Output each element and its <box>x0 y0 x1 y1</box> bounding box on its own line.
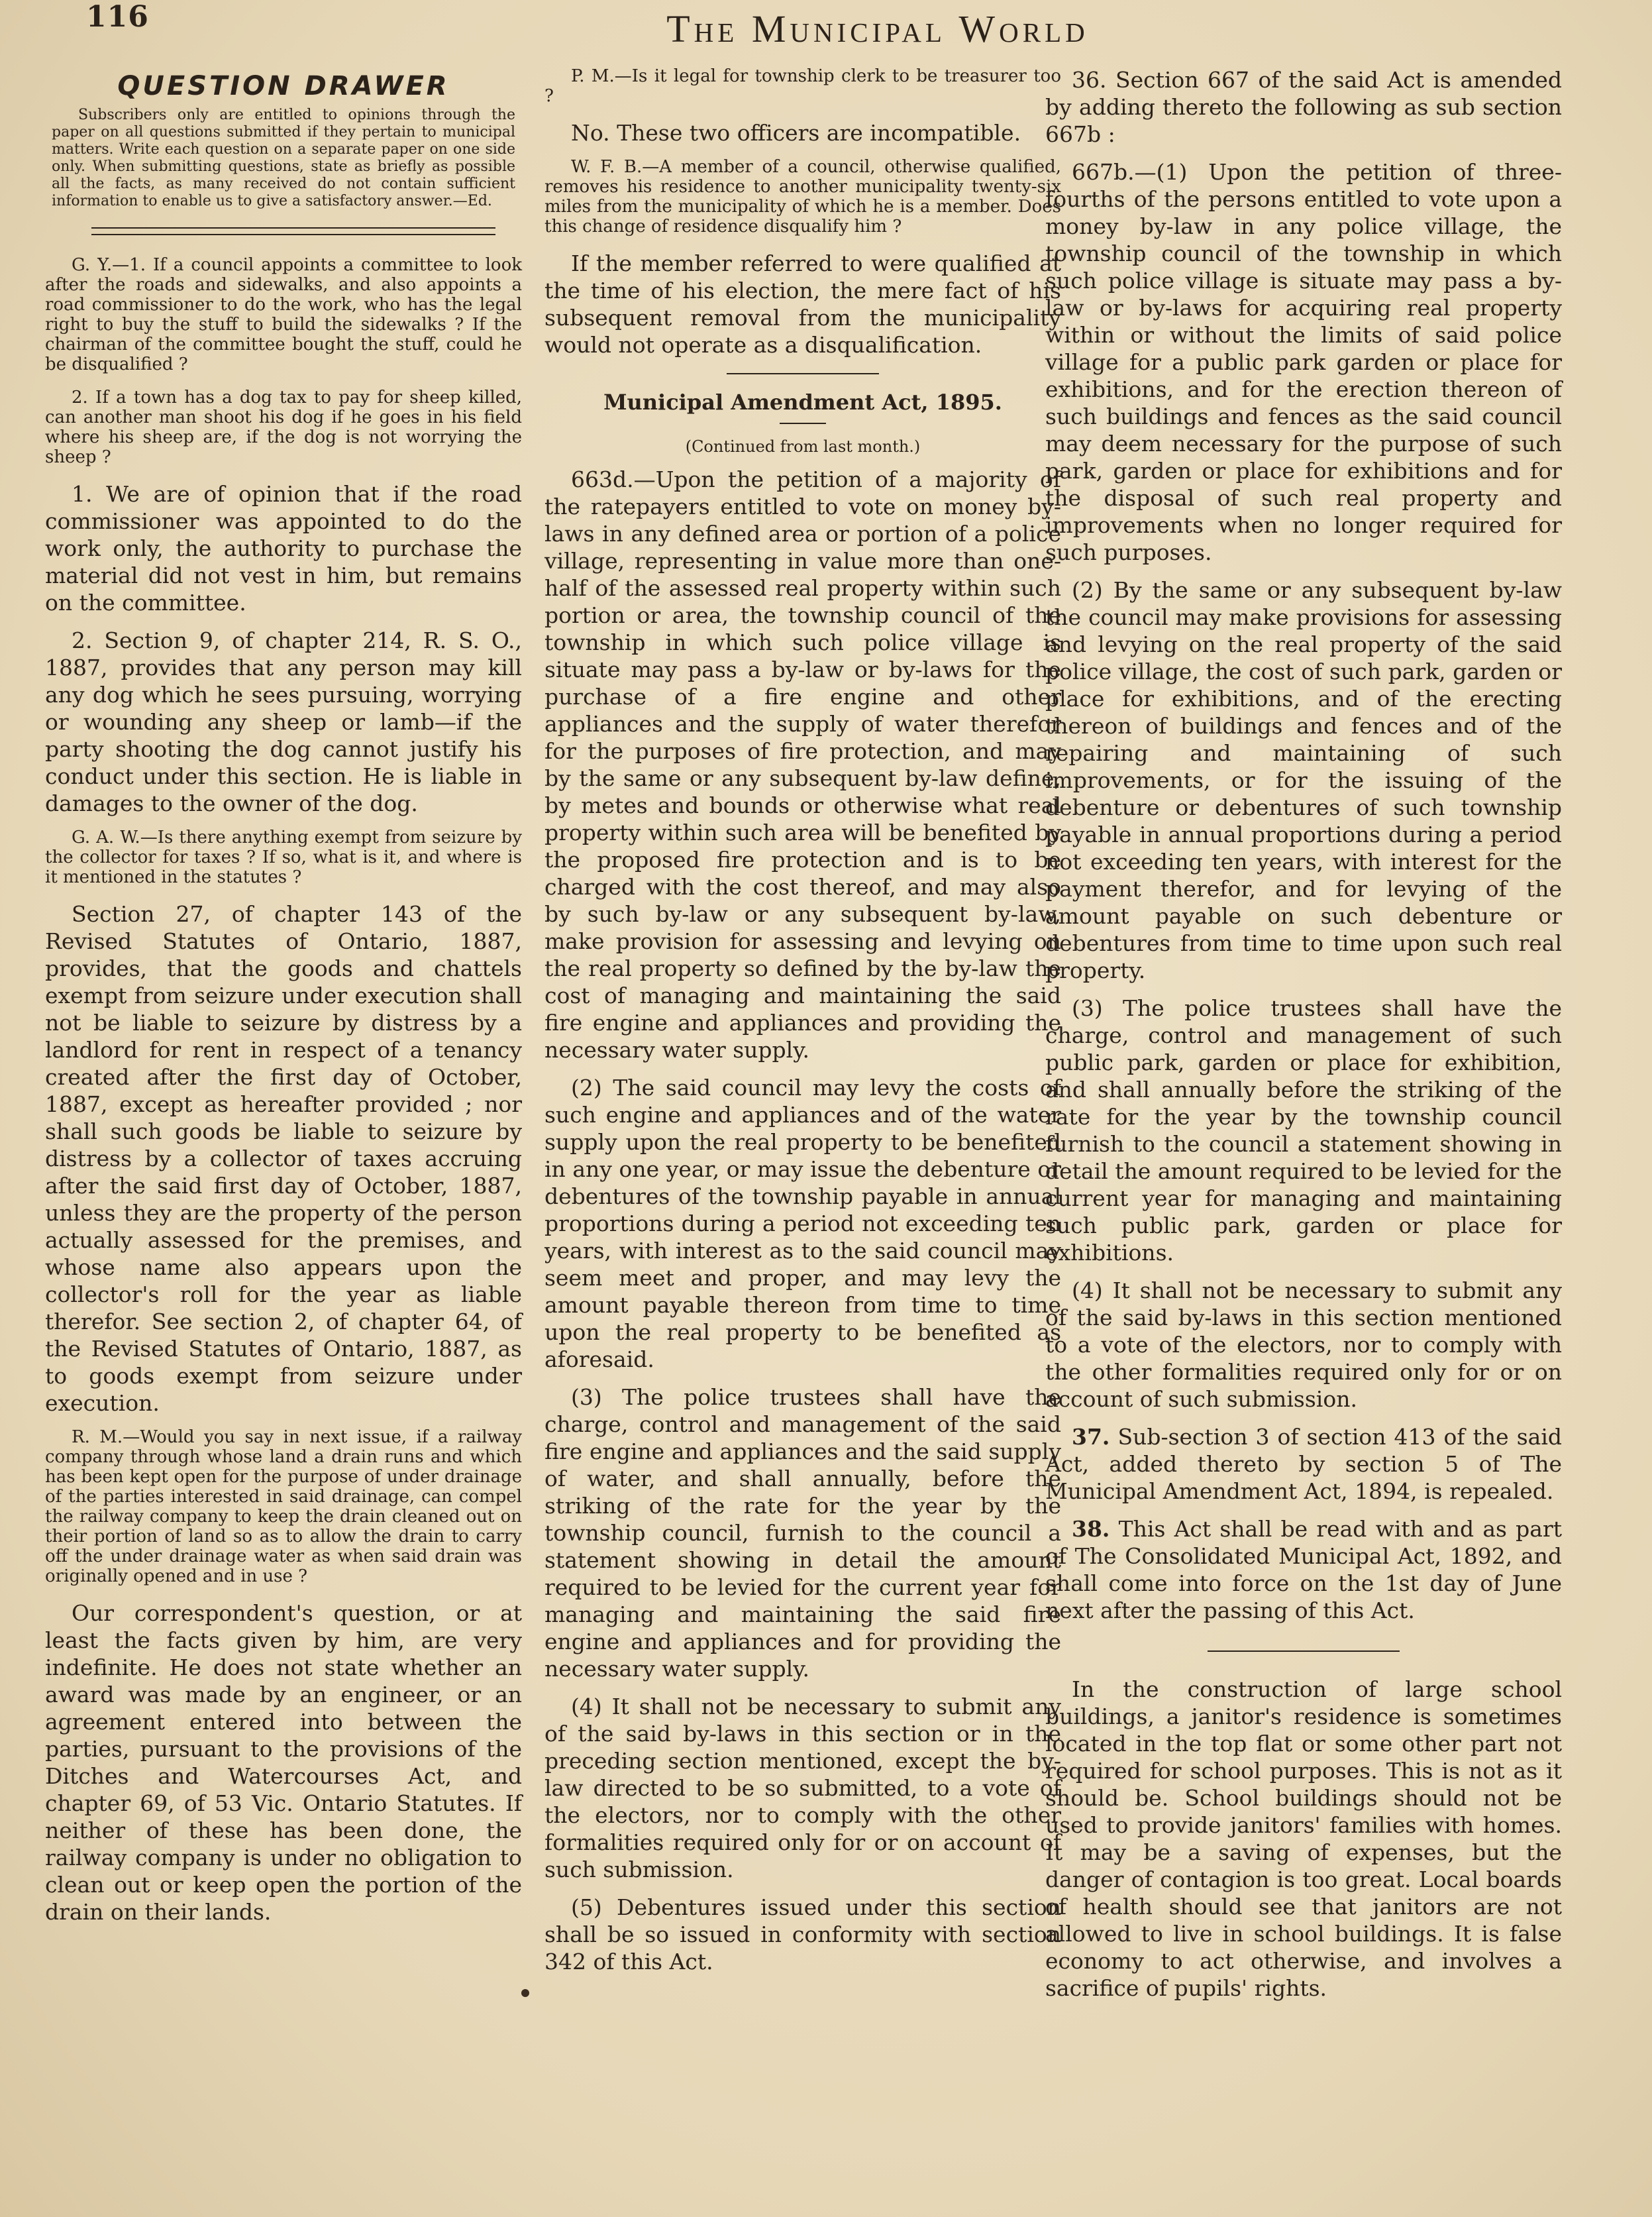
section-38-number: 38. <box>1072 1516 1110 1542</box>
section-667b-1: 667b.—(1) Upon the petition of three-fourths of the persons entitled to vote upon a money by-law in any police village, the township council of the township in which such police village is situate may pass a by-law or by-laws for acquiring real property within or without the limits of said police village for a public park garden or place for exhibitions, and for the erection thereon of such buildings and fences as the said council may deem necessary for the purpose of such park, garden or place for exhibitions and for the disposal of such real property and improvements when no longer required for such purposes. <box>1045 159 1562 565</box>
section-667b-2: (2) By the same or any subsequent by-law the council may make provisions for assessing and levying on the real property of the said police village, the cost of such park, garden or place for exhibitions, and of the erecting thereon of buildings and fences and of the repairing and maintaining of such improvements, or for the issuing of the debenture or debentures of such township payable in annual proportions during a period not exceeding ten years, with interest for the payment therefor, and for levying of the amount payable on such debenture or debentures from time to time upon such real property. <box>1045 577 1562 983</box>
section-37 <box>1045 1423 1562 1505</box>
section-663d-4: (4) It shall not be necessary to submit any of the said by-laws in this section or in the preceding section mentioned, except the by-law directed to be so submitted, to a vote of the electors, nor to comply with the other formalities required only for or on account of such submission. <box>544 1694 1061 1882</box>
column-3 <box>1045 66 1562 2012</box>
double-rule-divider <box>91 227 495 235</box>
section-667b-3: (3) The police trustees shall have the charge, control and management of such public park, garden or place for exhibition, and shall annually before the striking of the rate for the year by the township council furnish to the council a statement showing in detail the amount required to be levied for the current year for managing and maintaining such public park, garden or place for exhibitions. <box>1045 995 1562 1266</box>
section-title: Municipal Amendment Act, 1895. <box>603 390 1002 415</box>
answer-rm: Our correspondent's question, or at least the facts given by him, are very indefinite. He does not state whether an award was made by an engineer, or an agreement entered into between the parties, pursuant to the provisions of the Ditches and Watercourses Act, and chapter 69, of 53 Vic. Ontario Statutes. If neither of these has been done, the railway company is under no obligation to clean out or keep open the portion of the drain on their lands. <box>45 1600 522 1925</box>
ink-blot-mark <box>521 1989 529 1997</box>
question-wfb: W. F. B.—A member of a council, otherwise qualified, removes his residence to another municipality twenty-six miles from the municipality of which he is a member. Does this change of residence disqualify him ? <box>544 157 1061 237</box>
section-37-number: 37. <box>1072 1424 1110 1450</box>
answer-gy-2: 2. Section 9, of chapter 214, R. S. O., 1887, provides that any person may kill any dog which he sees pursuing, worrying or wounding any sheep or lamb—if the party shooting the dog cannot justify his conduct under this section. He is liable in damages to the owner of the dog. <box>45 627 522 816</box>
section-divider <box>727 373 879 374</box>
column-1 <box>45 66 522 1936</box>
answer-gaw: Section 27, of chapter 143 of the Revised Statutes of Ontario, 1887, provides, that the goods and chattels exempt from seizure under execution shall not be liable to seizure by distress by a landlord for rent in respect of a tenancy created after the first day of October, 1887, except as hereafter provided ; nor shall such goods be liable to seizure by distress by a collector of taxes accruing after the said first day of October, 1887, unless they are the property of the person actually assessed for the premises, and whose name also appears upon the collector's roll for the year as liable therefor. See section 2, of chapter 64, of the Revised Statutes of Ontario, 1887, as to goods exempt from seizure under execution. <box>45 901 522 1416</box>
question-drawer-heading: QUESTION DRAWER <box>117 71 450 101</box>
page-number: 116 <box>86 0 149 34</box>
masthead: The Municipal World <box>666 7 1089 50</box>
article-divider <box>1208 1650 1400 1652</box>
section-663d-5: (5) Debentures issued under this section shall be so issued in conformity with section 342 of this Act. <box>544 1894 1061 1974</box>
section-36: 36. Section 667 of the said Act is amended by adding thereto the following as sub section 667b : <box>1045 67 1562 147</box>
continued-note: (Continued from last month.) <box>685 437 921 456</box>
section-663d-3: (3) The police trustees shall have the charge, control and management of the said fire engine and appliances and the said supply of water, and shall annually, before the striking of the rate for the year by the township council, furnish to the council a statement showing in detail the amount required to be levied for the current year for managing and maintaining the said fire engine and appliances and for providing the necessary water supply. <box>544 1384 1061 1682</box>
janitor-article: In the construction of large school buildings, a janitor's residence is sometimes located in the top flat or some other part not required for school purposes. This is not as it should be. School buildings should not be used to provide janitors' families with homes. It may be a saving of expenses, but the danger of contagion is too great. Local boards of health should see that janitors are not allowed to live in school buildings. It is false economy to act otherwise, and involves a sacrifice of pupils' rights. <box>1045 1676 1562 2001</box>
section-38-text: This Act shall be read with and as part of The Consolidated Municipal Act, 1892, and shall come into force on the 1st day of June next after the passing of this Act. <box>1045 1516 1562 1623</box>
answer-gy-1: 1. We are of opinion that if the road commissioner was appointed to do the work only, the authority to purchase the material did not vest in him, but remains on the committee. <box>45 481 522 616</box>
section-663d-2: (2) The said council may levy the costs of such engine and appliances and of the water supply upon the real property to be benefited in any one year, or may issue the debenture or debentures of the township payable in annual proportions during a period not exceeding ten years, with interest as to the said council may seem meet and proper, and may levy the amount payable thereon from time to time upon the real property to be benefited as aforesaid. <box>544 1075 1061 1372</box>
question-gy-1: G. Y.—1. If a council appoints a committee to look after the roads and sidewalks, and also appoints a road commissioner to do the work, who has the legal right to buy the stuff to build the sidewalks ? If the chairman of the committee bought the stuff, could he be disqualified ? <box>45 255 522 374</box>
question-gaw: G. A. W.—Is there anything exempt from seizure by the collector for taxes ? If so, what is it, and where is it mentioned in the statutes ? <box>45 828 522 887</box>
short-divider <box>780 423 826 424</box>
question-rm: R. M.—Would you say in next issue, if a railway company through whose land a drain runs and which has been kept open for the purpose of under drainage of the parties interested in said drainage, can compel the railway company to keep the drain cleaned out on their portion of land so as to allow the drain to carry off the under drainage water as when said drain was originally opened and in use ? <box>45 1427 522 1586</box>
answer-wfb: If the member referred to were qualified at the time of his election, the mere fact of his subsequent removal from the municipality would not operate as a disqualification. <box>544 250 1061 358</box>
section-38 <box>1045 1515 1562 1624</box>
question-gy-2: 2. If a town has a dog tax to pay for sheep killed, can another man shoot his dog if he goes in his field where his sheep are, if the dog is not worrying the sheep ? <box>45 388 522 467</box>
section-667b-4: (4) It shall not be necessary to submit any of the said by-laws in this section mentioned to a vote of the electors, nor to comply with the other formalities required only for or on account of such submission. <box>1045 1277 1562 1412</box>
section-663d: 663d.—Upon the petition of a majority of the ratepayers entitled to vote on money by-laws in any defined area or portion of a police village, representing in value more than one-half of the assessed real property within such portion or area, the township council of the township in which such police village is situate may pass a by-law or by-laws for the purchase of a fire engine and other appliances and the supply of water therefor for the purposes of fire protection, and may by the same or any subsequent by-law define, by metes and bounds or otherwise what real property within such area will be benefited by the proposed fire protection and is to be charged with the cost thereof, and may also by such by-law or any subsequent by-law, make provision for assessing and levying on the real property so defined by the by-law the cost of managing and maintaining the said fire engine and appliances and providing the necessary water supply. <box>544 466 1061 1063</box>
column-2 <box>544 66 1061 1986</box>
question-pm: P. M.—Is it legal for township clerk to be treasurer too ? <box>544 66 1061 106</box>
answer-pm: No. These two officers are incompatible. <box>571 120 1021 146</box>
section-37-text: Sub-section 3 of section 413 of the said Act, added thereto by section 5 of The Municipal Amendment Act, 1894, is repealed. <box>1045 1424 1562 1504</box>
subscriber-notice: Subscribers only are entitled to opinions through the paper on all questions submitted if they pertain to municipal matters. Write each question on a separate paper on one side only. When submitting questions, state as briefly as possible all the facts, as many received do not contain sufficient information to enable us to give a satisfactory answer.—Ed. <box>52 107 515 209</box>
